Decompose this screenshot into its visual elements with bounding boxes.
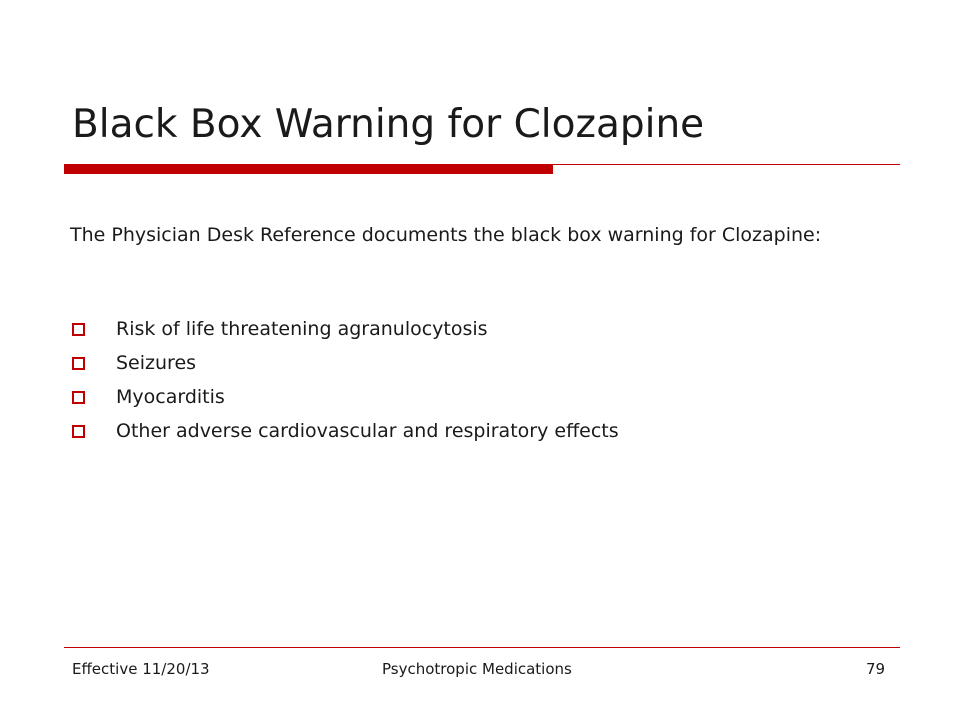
footer-presentation-title: Psychotropic Medications xyxy=(382,660,572,678)
bullet-list xyxy=(70,312,619,448)
hollow-square-icon xyxy=(72,425,85,438)
hollow-square-icon xyxy=(72,323,85,336)
hollow-square-icon xyxy=(72,391,85,404)
list-item xyxy=(70,312,619,346)
page-number: 79 xyxy=(866,660,886,678)
list-item xyxy=(70,346,619,380)
bullet-text: Seizures xyxy=(116,352,197,374)
footer-divider-line xyxy=(64,647,900,648)
bullet-text: Myocarditis xyxy=(116,386,225,408)
slide-title: Black Box Warning for Clozapine xyxy=(72,102,705,147)
title-accent-bar xyxy=(64,165,553,174)
hollow-square-icon xyxy=(72,357,85,370)
bullet-text: Risk of life threatening agranulocytosis xyxy=(116,318,488,340)
intro-text: The Physician Desk Reference documents the black box warning for Clozapine: xyxy=(70,224,822,246)
footer-effective-date: Effective 11/20/13 xyxy=(72,660,210,678)
list-item xyxy=(70,414,619,448)
bullet-text: Other adverse cardiovascular and respiratory effects xyxy=(116,420,619,442)
list-item xyxy=(70,380,619,414)
